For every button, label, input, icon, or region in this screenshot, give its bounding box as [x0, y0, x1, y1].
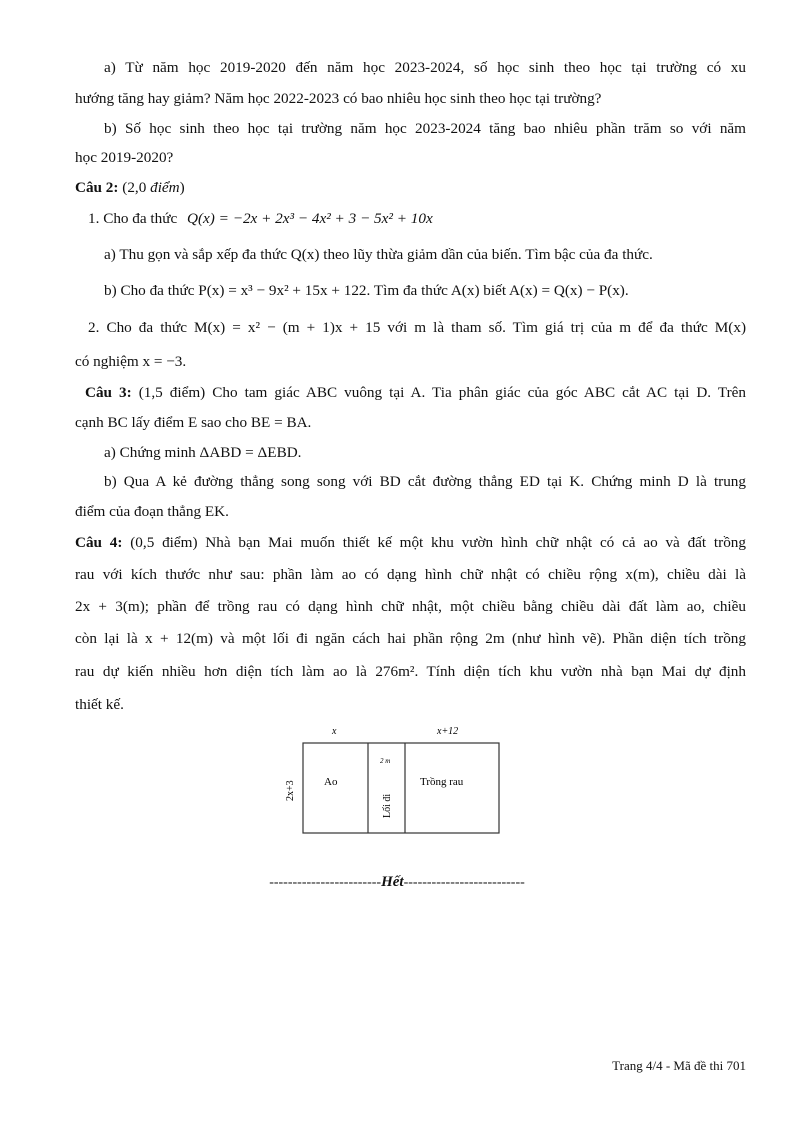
diagram-label-ao: Ao [324, 776, 338, 788]
garden-outline [303, 743, 499, 833]
question-3-line-1 [85, 383, 746, 403]
question-3b-line-2: điểm của đoạn thẳng EK. [75, 503, 229, 520]
question-4-line-5: rau dự kiến nhiều hơn diện tích làm ao là 276m². Tính diện tích khu vườn nhà bạn Mai dự định [75, 663, 746, 680]
question-4-line-1 [75, 533, 746, 553]
end-word: Hết [381, 874, 404, 890]
question-2-2-line-1: 2. Cho đa thức M(x) = x² − (m + 1)x + 15 với m là tham số. Tìm giá trị của m để đa thức M(x) [88, 319, 746, 336]
question-3a: a) Chứng minh ΔABD = ΔEBD. [104, 444, 302, 461]
question-1a-line-2: hướng tăng hay giảm? Năm học 2022-2023 có bao nhiêu học sinh theo học tại trường? [75, 90, 602, 107]
diagram-label-2x3: 2x+3 [285, 780, 296, 801]
diagram-label-path: Lối đi [382, 793, 393, 818]
diagram-label-x12: x+12 [437, 726, 459, 737]
question-4-text: (0,5 điểm) Nhà bạn Mai muốn thiết kế một khu vườn hình chữ nhật có cả ao và đất trồng [122, 534, 746, 551]
question-1b-line-1: b) Số học sinh theo học tại trường năm học 2023-2024 tăng bao nhiêu phần trăm so với năm [104, 120, 746, 137]
question-3-text: (1,5 điểm) Cho tam giác ABC vuông tại A. Tia phân giác của góc ABC cắt AC tại D. Trên [131, 384, 746, 401]
question-3-label: Câu 3: [85, 384, 132, 401]
end-dashes-right: -------------------------- [403, 875, 525, 890]
question-2-1 [88, 209, 433, 229]
garden-diagram [262, 718, 532, 848]
question-2-points-close: ) [179, 179, 185, 196]
question-2-1-text: 1. Cho đa thức [88, 210, 178, 227]
end-dashes-left: ------------------------ [269, 875, 382, 890]
question-3-line-2: cạnh BC lấy điểm E sao cho BE = BA. [75, 414, 312, 431]
polynomial-q: Q(x) = −2x + 2x³ − 4x² + 3 − 5x² + 10x [187, 210, 433, 227]
question-1b-line-2: học 2019-2020? [75, 149, 174, 166]
question-4-line-4: còn lại là x + 12(m) và một lối đi ngăn cách hai phần rộng 2m (như hình vẽ). Phần diện tích trồng [75, 630, 746, 647]
question-2-1a: a) Thu gọn và sắp xếp đa thức Q(x) theo lũy thừa giảm dần của biến. Tìm bậc của đa thức. [104, 246, 653, 263]
question-4-line-2: rau với kích thước như sau: phần làm ao có dạng hình chữ nhật có chiều rộng x(m), chiều dài là [75, 566, 746, 583]
question-4-line-6: thiết kế. [75, 696, 124, 713]
question-4-line-3: 2x + 3(m); phần để trồng rau có dạng hình chữ nhật, một chiều bằng chiều dài đất làm ao, chiều [75, 598, 746, 615]
diagram-label-2m: 2 m [380, 757, 391, 765]
question-3b-line-1: b) Qua A kẻ đường thẳng song song với BD cắt đường thẳng ED tại K. Chứng minh D là trung [104, 473, 746, 490]
diagram-label-x: x [332, 726, 337, 737]
question-2-points-word: điểm [150, 179, 180, 196]
question-2-points-open: (2,0 [118, 179, 151, 196]
question-2-label: Câu 2: [75, 179, 119, 196]
question-4-label: Câu 4: [75, 534, 123, 551]
question-2-heading [75, 178, 185, 198]
question-2-2-line-2: có nghiệm x = −3. [75, 353, 187, 370]
question-2-1b: b) Cho đa thức P(x) = x³ − 9x² + 15x + 122. Tìm đa thức A(x) biết A(x) = Q(x) − P(x). [104, 282, 629, 299]
end-marker [0, 874, 794, 891]
page-number: Trang 4/4 - Mã đề thi 701 [612, 1058, 746, 1073]
diagram-label-vegetables: Trồng rau [420, 776, 464, 788]
question-1a-line-1: a) Từ năm học 2019-2020 đến năm học 2023-2024, số học sinh theo học tại trường có xu [104, 59, 746, 76]
